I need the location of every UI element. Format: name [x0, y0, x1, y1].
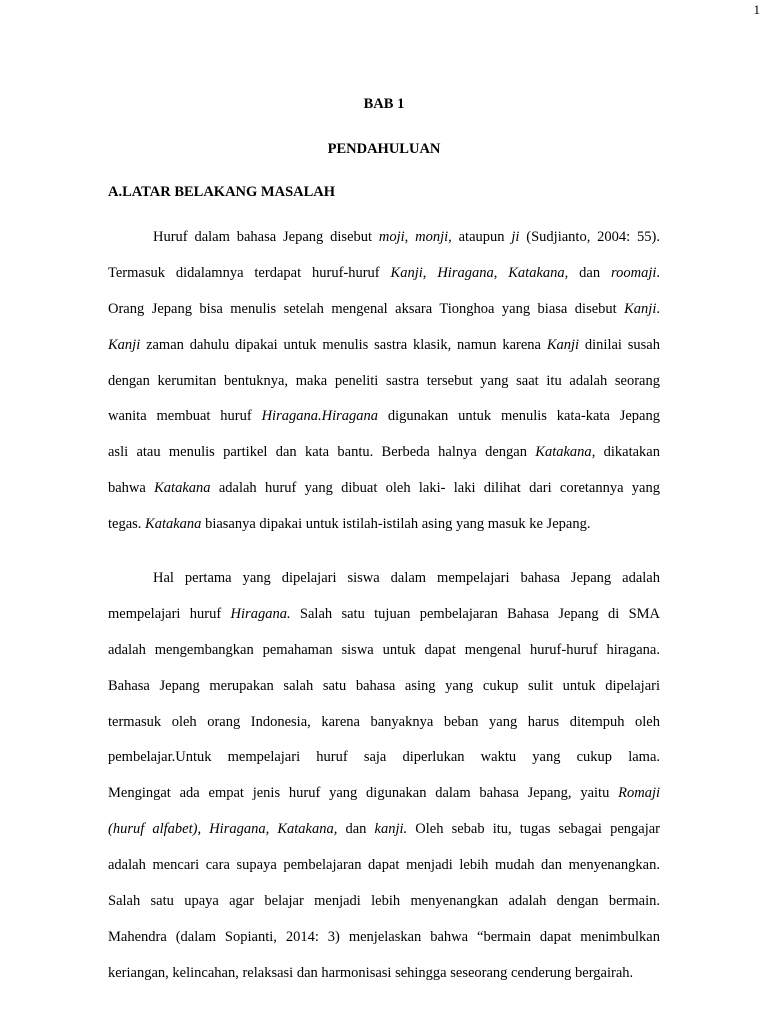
italic-term: Kanji — [624, 300, 657, 317]
text-line — [108, 597, 660, 633]
text-line — [108, 776, 660, 812]
text-line — [108, 740, 660, 776]
paragraph-1 — [108, 220, 660, 543]
italic-term: kanji. — [374, 821, 408, 838]
italic-term: Kanji — [108, 336, 141, 353]
text-run: adalah mencari cara supaya pembelajaran dapat menjadi lebih mudah dan menyenangkan. — [108, 857, 660, 874]
italic-term: Hiragana. — [230, 605, 291, 622]
italic-term: Katakana — [535, 444, 592, 461]
text-run: Mengingat ada empat jenis huruf yang digunakan dalam bahasa Jepang, yaitu — [108, 785, 619, 802]
text-run: Orang Jepang bisa menulis setelah mengenal aksara Tionghoa yang biasa disebut — [108, 300, 625, 317]
text-run: digunakan untuk menulis kata-kata Jepang — [378, 408, 660, 425]
text-run: zaman dahulu dipakai untuk menulis sastra klasik, namun karena — [140, 336, 547, 353]
text-run: termasuk oleh orang Indonesia, karena banyaknya beban yang harus ditempuh oleh — [108, 713, 660, 730]
italic-term: Hiragana — [437, 264, 494, 281]
text-line — [108, 920, 660, 956]
text-line — [108, 812, 660, 848]
text-line — [108, 633, 660, 669]
text-run: , dan — [564, 264, 611, 281]
text-run: wanita membuat huruf — [108, 408, 262, 425]
text-run: adalah mengembangkan pemahaman siswa untuk dapat mengenal huruf-huruf hiragana. — [108, 641, 660, 658]
page-number: 1 — [753, 2, 760, 17]
text-run: dinilai susah — [579, 336, 660, 353]
text-line — [108, 884, 660, 920]
italic-term: Katakana — [154, 480, 211, 497]
paragraph-2 — [108, 561, 660, 992]
text-run: Hal pertama yang dipelajari siswa dalam mempelajari bahasa Jepang adalah — [153, 570, 660, 586]
italic-term: monji — [415, 229, 449, 245]
text-line — [108, 220, 660, 256]
text-run: Mahendra (dalam Sopianti, 2014: 3) menjelaskan bahwa “bermain dapat menimbulkan — [108, 928, 660, 945]
text-run: (Sudjianto, 2004: 55). — [519, 229, 660, 245]
chapter-heading: BAB 1 — [363, 96, 405, 112]
italic-term: ji — [511, 229, 520, 245]
text-run: . — [656, 300, 660, 317]
text-run: Huruf dalam bahasa Jepang disebut — [153, 229, 379, 245]
text-line — [108, 256, 660, 292]
italic-term: Romaji — [618, 785, 660, 802]
text-run: pembelajar.Untuk mempelajari huruf saja diperlukan waktu yang cukup lama. — [108, 749, 660, 766]
chapter-title: PENDAHULUAN — [327, 141, 441, 157]
text-line — [108, 292, 660, 328]
text-run: , dikatakan — [591, 444, 660, 461]
section-heading: A.LATAR BELAKANG MASALAH — [108, 184, 336, 200]
text-run: Termasuk didalamnya terdapat huruf-huruf — [108, 264, 391, 281]
text-line — [108, 507, 660, 543]
text-line — [108, 399, 660, 435]
italic-term: Hiragana.Hiragana — [261, 408, 378, 425]
italic-term: Kanji — [390, 264, 423, 281]
italic-term: (huruf alfabet), Hiragana, Katakana, — [108, 821, 338, 838]
italic-term: Kanji — [546, 336, 580, 353]
text-run: , — [422, 264, 438, 281]
text-run: mempelajari huruf — [108, 605, 231, 622]
text-line — [108, 328, 660, 364]
text-run: keriangan, kelincahan, relaksasi dan harmonisasi sehingga seseorang cenderung bergairah. — [108, 964, 634, 981]
text-line — [108, 471, 660, 507]
text-run: biasanya dipakai untuk istilah-istilah asing yang masuk ke Jepang. — [201, 516, 591, 533]
text-line — [108, 561, 660, 597]
italic-term: moji — [378, 229, 405, 245]
text-run: Bahasa Jepang merupakan salah satu bahasa asing yang cukup sulit untuk dipelajari — [108, 677, 660, 694]
italic-term: roomaji — [611, 264, 657, 281]
text-run: asli atau menulis partikel dan kata bantu. Berbeda halnya dengan — [108, 444, 536, 461]
text-run: dengan kerumitan bentuknya, maka peneliti sastra tersebut yang saat itu adalah seorang — [108, 372, 660, 389]
text-run: bahwa — [108, 480, 155, 497]
text-run: , ataupun — [448, 229, 512, 245]
italic-term: Katakana — [508, 264, 565, 281]
text-run: dan — [337, 821, 375, 838]
text-line — [108, 364, 660, 400]
text-run: Oleh sebab itu, tugas sebagai pengajar — [407, 821, 660, 838]
text-line — [108, 669, 660, 705]
text-run: tegas. — [108, 516, 146, 533]
text-line — [108, 848, 660, 884]
text-run: . — [656, 264, 661, 281]
text-run: , — [404, 229, 416, 245]
text-line — [108, 435, 660, 471]
text-run: adalah huruf yang dibuat oleh laki- laki dilihat dari coretannya yang — [210, 480, 660, 497]
text-line — [108, 705, 660, 741]
italic-term: Katakana — [145, 516, 202, 533]
text-run: Salah satu tujuan pembelajaran Bahasa Jepang di SMA — [290, 605, 660, 622]
text-run: Salah satu upaya agar belajar menjadi lebih menyenangkan adalah dengan bermain. — [108, 893, 660, 910]
text-line — [108, 956, 660, 992]
text-run: , — [493, 264, 509, 281]
